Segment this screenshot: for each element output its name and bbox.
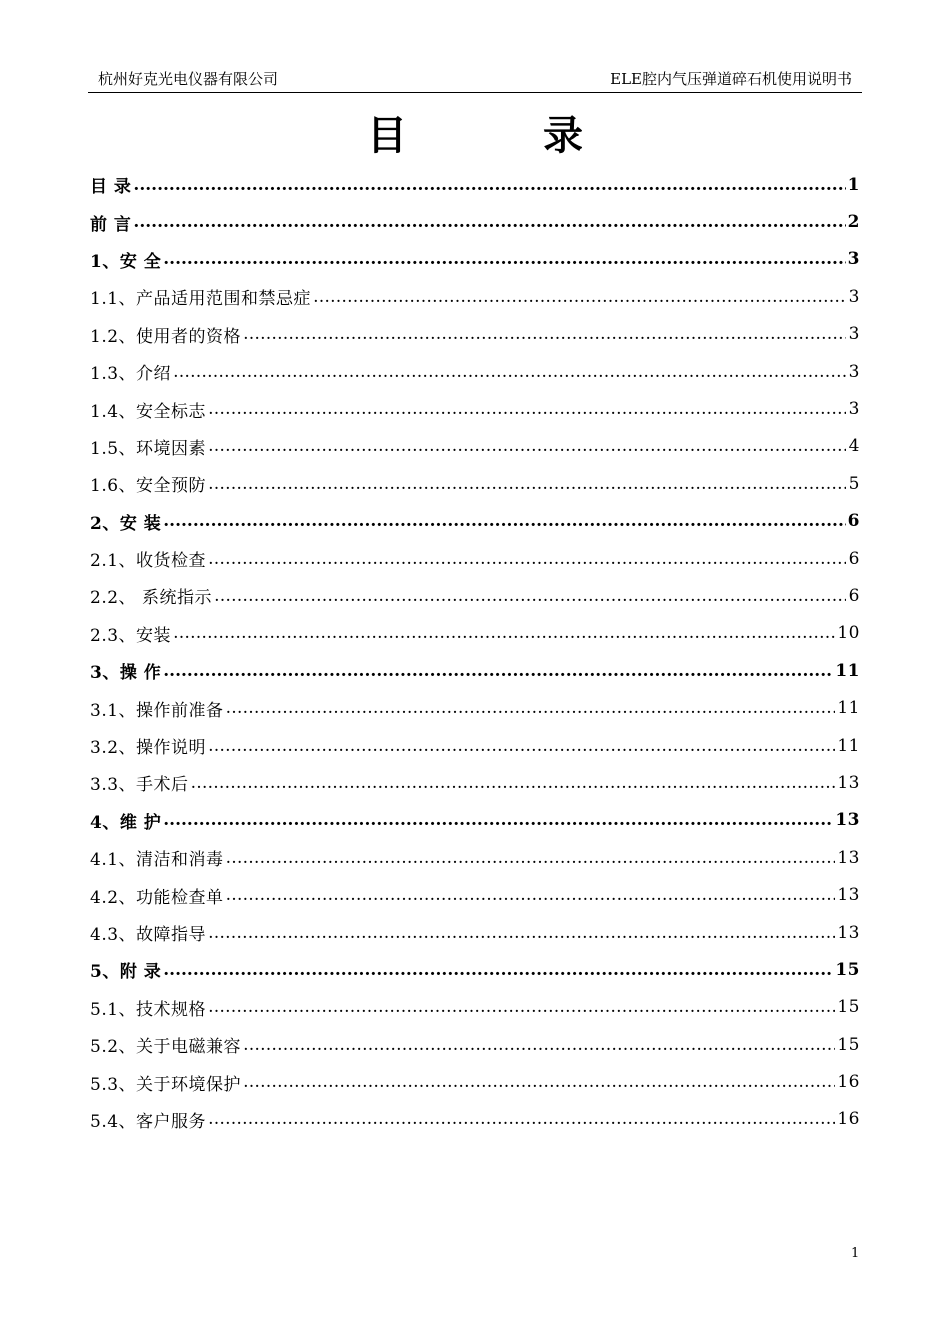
toc-entry-page: 5 xyxy=(848,473,860,494)
toc-leader-dots xyxy=(173,362,846,382)
toc-leader-dots xyxy=(191,773,836,793)
toc-entry-page: 11 xyxy=(837,698,860,719)
toc-leader-dots xyxy=(208,399,846,419)
toc-subsection-entry[interactable] xyxy=(90,1063,860,1100)
toc-leader-dots xyxy=(208,549,846,569)
toc-entry-label: 5.1、技术规格 xyxy=(90,999,207,1020)
toc-section-entry[interactable] xyxy=(90,166,860,203)
toc-leader-dots xyxy=(226,698,836,718)
page-title xyxy=(0,104,950,161)
page-number: 1 xyxy=(851,1246,860,1261)
table-of-contents xyxy=(90,166,860,1138)
toc-section-entry[interactable] xyxy=(90,951,860,988)
toc-entry-page: 6 xyxy=(848,548,860,569)
toc-leader-dots xyxy=(313,287,846,307)
toc-section-entry[interactable] xyxy=(90,241,860,278)
toc-entry-page: 3 xyxy=(848,324,860,345)
toc-entry-page: 6 xyxy=(848,585,860,606)
toc-entry-label: 5.2、关于电磁兼容 xyxy=(90,1037,242,1058)
document-title: ELE腔内气压弹道碎石机使用说明书 xyxy=(610,70,852,88)
toc-entry-label: 5、附 录 xyxy=(90,962,162,983)
title-char-1: 目 xyxy=(367,112,407,159)
toc-entry-label: 2、安 装 xyxy=(90,513,162,534)
toc-entry-label: 4.1、清洁和消毒 xyxy=(90,850,224,871)
toc-entry-page: 3 xyxy=(848,361,860,382)
toc-subsection-entry[interactable] xyxy=(90,876,860,913)
toc-entry-label: 前 言 xyxy=(90,214,132,235)
toc-entry-page: 13 xyxy=(837,885,860,906)
toc-subsection-entry[interactable] xyxy=(90,989,860,1026)
toc-entry-label: 4.2、功能检查单 xyxy=(90,887,224,908)
toc-entry-label: 1、安 全 xyxy=(90,251,162,272)
toc-entry-label: 3、操 作 xyxy=(90,663,162,684)
toc-subsection-entry[interactable] xyxy=(90,390,860,427)
toc-subsection-entry[interactable] xyxy=(90,465,860,502)
toc-leader-dots xyxy=(133,175,845,195)
toc-leader-dots xyxy=(163,249,845,269)
title-char-2: 录 xyxy=(543,112,583,159)
toc-entry-page: 11 xyxy=(835,660,860,681)
toc-section-entry[interactable] xyxy=(90,203,860,240)
toc-leader-dots xyxy=(173,623,835,643)
toc-leader-dots xyxy=(163,960,833,980)
toc-entry-label: 1.1、产品适用范围和禁忌症 xyxy=(90,289,312,310)
toc-subsection-entry[interactable] xyxy=(90,1101,860,1138)
toc-entry-page: 13 xyxy=(837,847,860,868)
toc-leader-dots xyxy=(208,923,835,943)
toc-entry-page: 1 xyxy=(847,174,860,195)
toc-entry-label: 5.4、客户服务 xyxy=(90,1111,207,1132)
toc-entry-page: 13 xyxy=(837,922,860,943)
toc-leader-dots xyxy=(208,1109,835,1129)
toc-leader-dots xyxy=(163,661,833,681)
toc-leader-dots xyxy=(243,1035,835,1055)
toc-leader-dots xyxy=(208,736,835,756)
toc-entry-label: 2.1、收货检查 xyxy=(90,551,207,572)
toc-entry-page: 15 xyxy=(835,959,860,980)
toc-leader-dots xyxy=(243,1072,835,1092)
toc-subsection-entry[interactable] xyxy=(90,764,860,801)
toc-entry-label: 1.3、介绍 xyxy=(90,364,172,385)
toc-entry-label: 3.2、操作说明 xyxy=(90,738,207,759)
toc-entry-label: 3.1、操作前准备 xyxy=(90,700,224,721)
toc-leader-dots xyxy=(163,810,833,830)
toc-leader-dots xyxy=(208,474,846,494)
toc-entry-label: 4、维 护 xyxy=(90,812,162,833)
toc-entry-page: 6 xyxy=(847,511,860,532)
toc-subsection-entry[interactable] xyxy=(90,1026,860,1063)
toc-entry-label: 1.4、安全标志 xyxy=(90,401,207,422)
toc-entry-label: 1.6、安全预防 xyxy=(90,476,207,497)
toc-entry-label: 5.3、关于环境保护 xyxy=(90,1074,242,1095)
toc-subsection-entry[interactable] xyxy=(90,615,860,652)
toc-entry-label: 4.3、故障指导 xyxy=(90,925,207,945)
toc-leader-dots xyxy=(226,885,836,905)
toc-subsection-entry[interactable] xyxy=(90,577,860,614)
toc-subsection-entry[interactable] xyxy=(90,689,860,726)
toc-entry-page: 15 xyxy=(837,997,860,1018)
toc-subsection-entry[interactable] xyxy=(90,278,860,315)
toc-entry-label: 1.2、使用者的资格 xyxy=(90,326,242,347)
toc-leader-dots xyxy=(133,212,845,232)
toc-entry-page: 3 xyxy=(848,399,860,420)
toc-entry-page: 13 xyxy=(835,810,860,831)
toc-subsection-entry[interactable] xyxy=(90,839,860,876)
toc-entry-page: 11 xyxy=(837,735,860,756)
toc-entry-page: 16 xyxy=(837,1072,860,1093)
toc-subsection-entry[interactable] xyxy=(90,727,860,764)
toc-entry-page: 13 xyxy=(837,772,860,793)
toc-subsection-entry[interactable] xyxy=(90,353,860,390)
toc-entry-label: 2.2、 系统指示 xyxy=(90,588,212,609)
toc-leader-dots xyxy=(163,511,845,531)
toc-leader-dots xyxy=(214,586,846,606)
page-header xyxy=(88,66,862,93)
company-name: 杭州好克光电仪器有限公司 xyxy=(98,70,279,88)
toc-entry-label: 3.3、手术后 xyxy=(90,775,189,796)
toc-leader-dots xyxy=(226,848,836,868)
toc-subsection-entry[interactable] xyxy=(90,540,860,577)
toc-entry-page: 10 xyxy=(837,623,860,644)
toc-subsection-entry[interactable] xyxy=(90,316,860,353)
toc-subsection-entry[interactable] xyxy=(90,428,860,465)
toc-section-entry[interactable] xyxy=(90,503,860,540)
toc-section-entry[interactable] xyxy=(90,652,860,689)
toc-entry-page: 15 xyxy=(837,1034,860,1055)
toc-subsection-entry[interactable] xyxy=(90,914,860,951)
toc-entry-page: 3 xyxy=(847,249,860,270)
toc-entry-page: 2 xyxy=(847,212,860,233)
toc-entry-page: 4 xyxy=(848,436,860,457)
toc-entry-label: 目 录 xyxy=(90,177,132,198)
toc-leader-dots xyxy=(208,436,846,456)
toc-entry-label: 1.5、环境因素 xyxy=(90,438,207,459)
toc-leader-dots xyxy=(243,324,846,344)
toc-entry-page: 16 xyxy=(837,1109,860,1130)
toc-section-entry[interactable] xyxy=(90,802,860,839)
toc-leader-dots xyxy=(208,997,835,1017)
toc-entry-page: 3 xyxy=(848,286,860,307)
toc-entry-label: 2.3、安装 xyxy=(90,625,172,646)
